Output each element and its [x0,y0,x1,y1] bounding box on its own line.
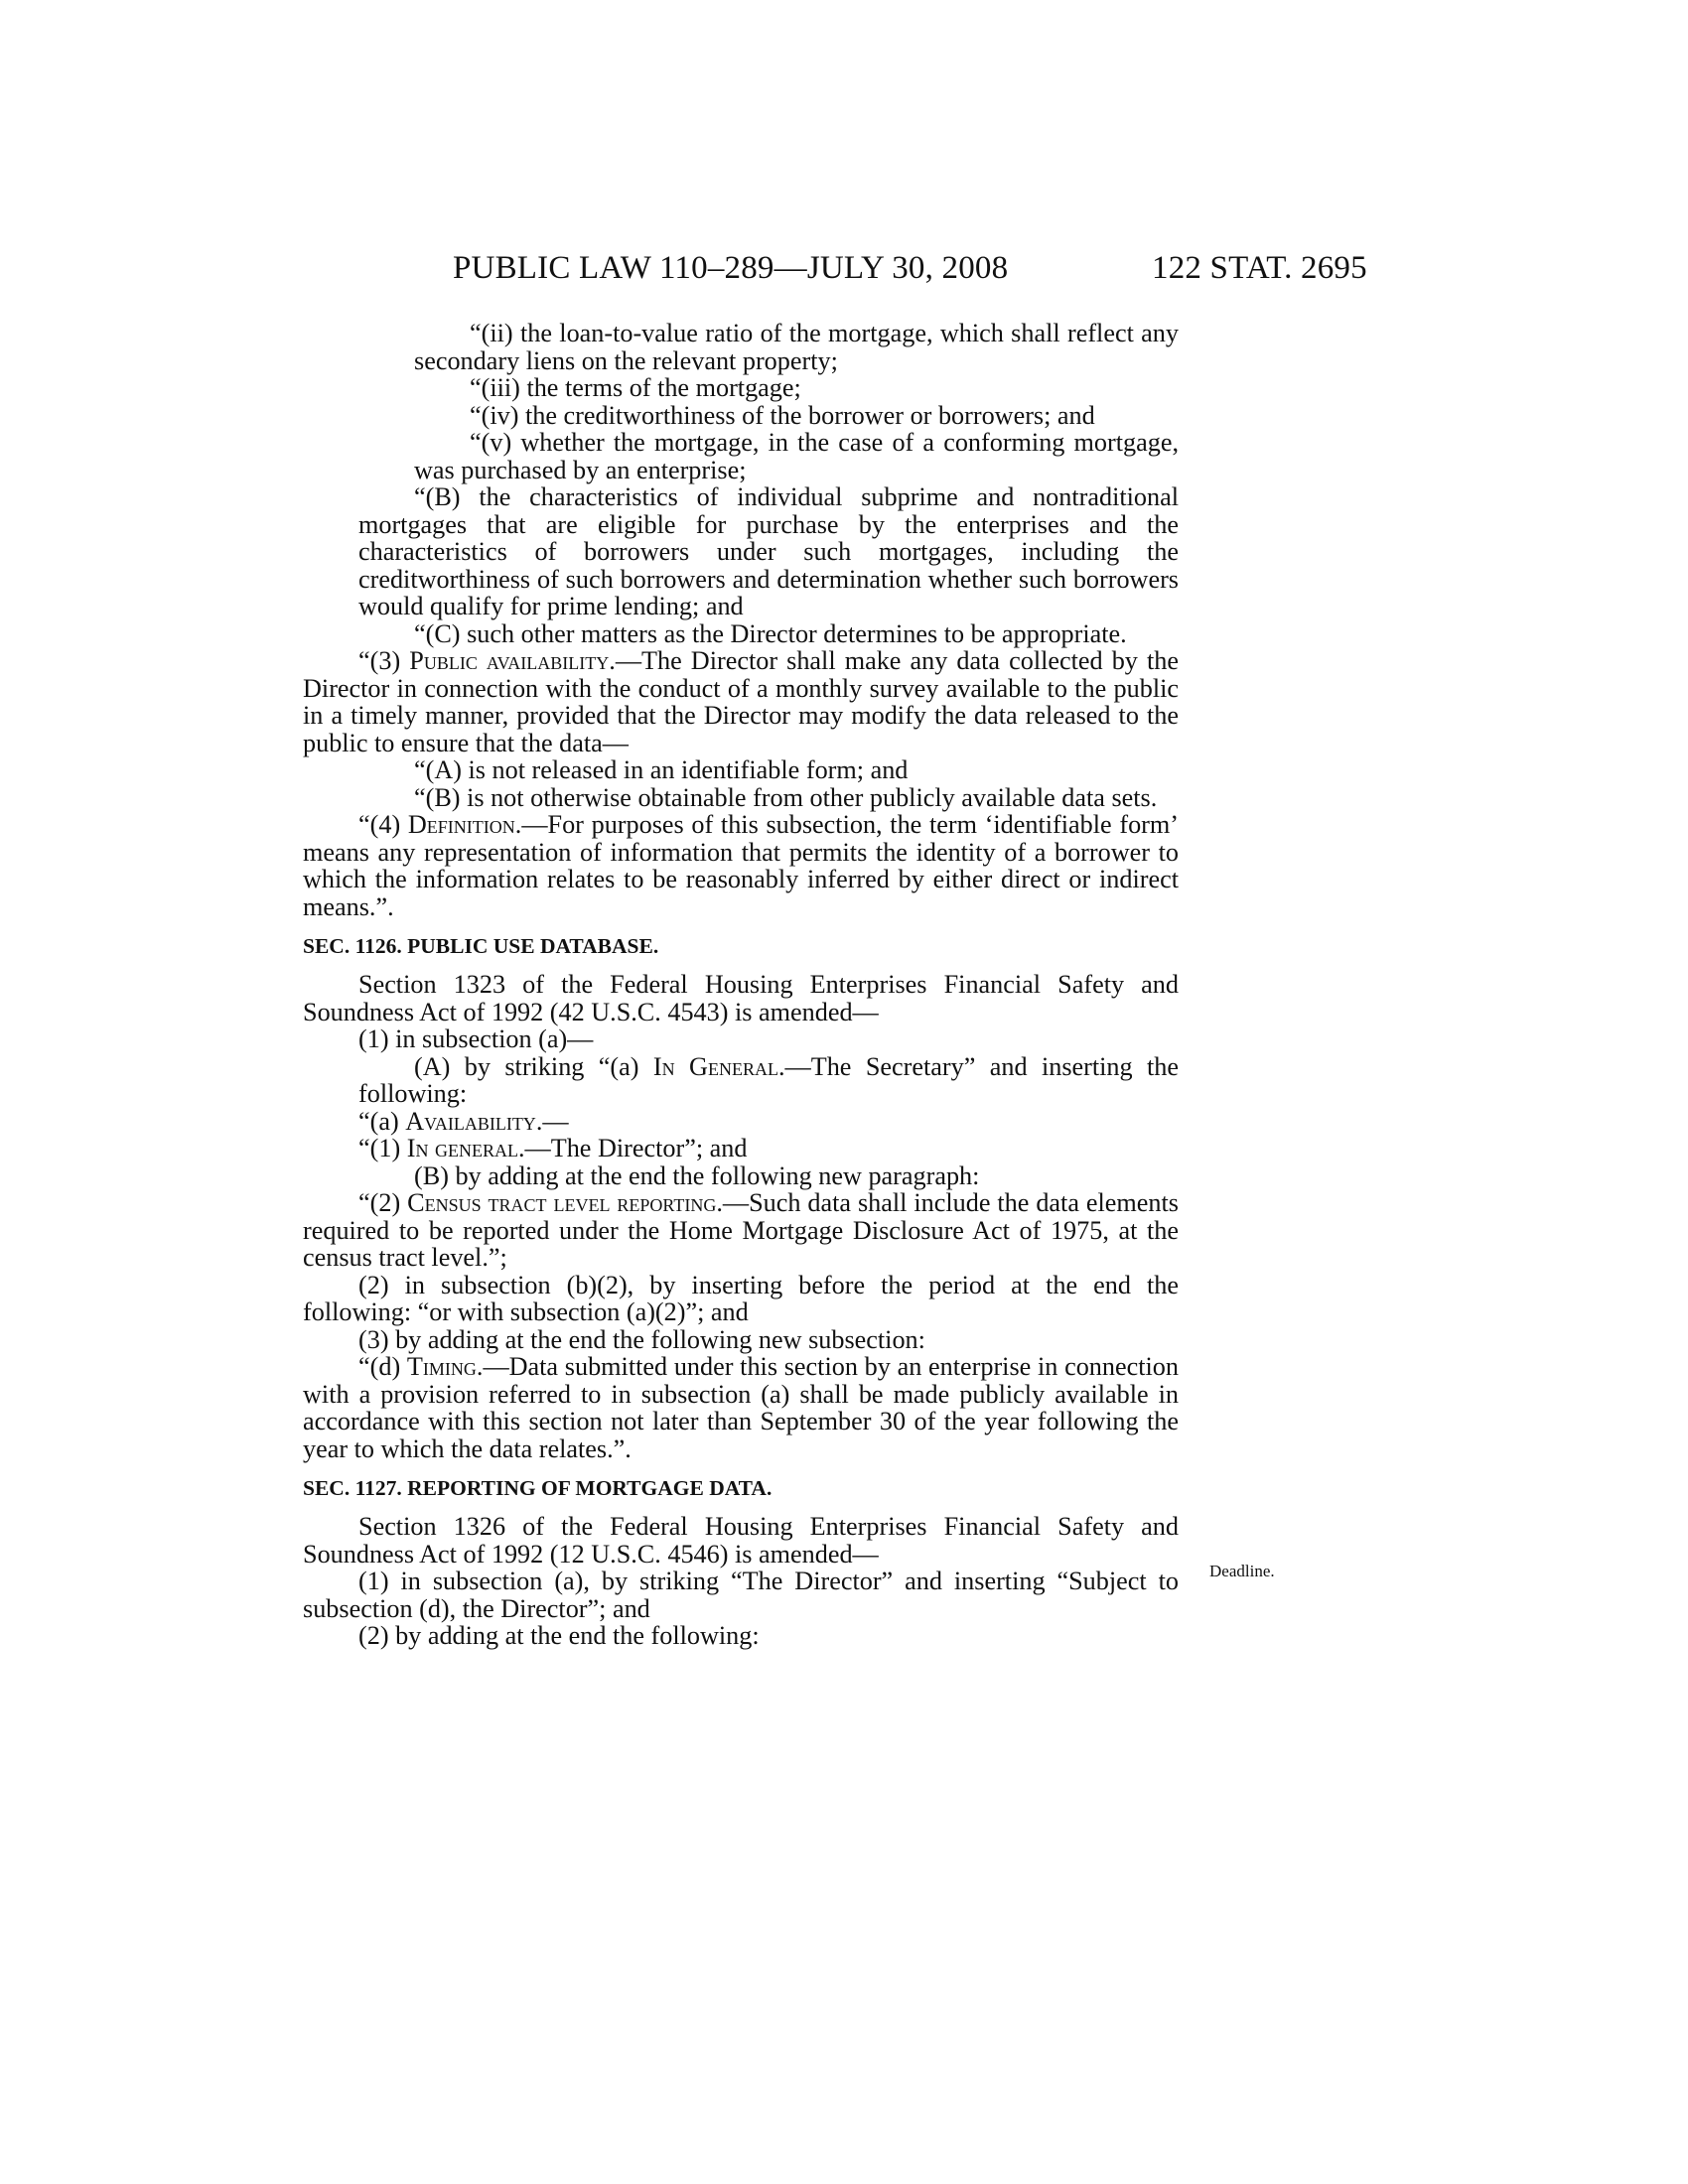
public-law-citation: PUBLIC LAW 110–289—JULY 30, 2008 [453,250,1009,286]
body-paragraph [303,811,1179,920]
paragraph-text: .—The Director”; and [517,1134,748,1162]
body-paragraph [303,1053,1179,1108]
paragraph-designation: “(4) [358,810,408,839]
paragraph-designation: “(3) [358,646,410,675]
body-paragraph: “(B) the characteristics of individual subprime and nontraditional mortgages that are eligible for purchase by the enterprises and the characteristics of borrowers under such mortgages, including the creditworthiness of such borrowers and determination whether such borrowers would qualify for prime lending; and [358,482,1179,620]
body-paragraph: (2) in subsection (b)(2), by inserting before the period at the end the following: “or with subsection (a)(2)”; and [303,1270,1179,1326]
paragraph-heading-small-caps: In General [652,1051,778,1081]
body-paragraph [303,1108,1179,1136]
body-paragraph: “(iii) the terms of the mortgage; [470,373,801,402]
paragraph-text: .— [535,1106,569,1136]
body-paragraph [303,647,1179,756]
paragraph-heading-small-caps: In general [406,1134,518,1162]
body-paragraph: (B) by adding at the end the following new paragraph: [414,1160,980,1190]
paragraph-designation: “(2) [358,1188,408,1217]
paragraph-text: .—The Secretary” and inserting the following: [358,1051,1180,1108]
body-paragraph [303,1135,1179,1162]
paragraph-text: .—For purposes of this subsection, the term ‘identifiable form’ means any representation of information that permits the identity of a borrower to which the information relates to be reasonably inferred by either direct or indirect means.”. [303,810,1179,921]
section-heading: SEC. 1126. PUBLIC USE DATABASE. [303,934,659,958]
body-paragraph: “(iv) the creditworthiness of the borrower or borrowers; and [470,400,1095,430]
body-paragraph: “(v) whether the mortgage, in the case of a conforming mortgage, was purchased by an enterprise; [414,428,1179,484]
body-paragraph: Section 1326 of the Federal Housing Enterprises Financial Safety and Soundness Act of 1992 (12 U.S.C. 4546) is amended— [303,1512,1179,1569]
body-paragraph: “(A) is not released in an identifiable form; and [414,755,909,784]
paragraph-heading-small-caps: Public availability [409,646,610,675]
body-paragraph [303,1189,1179,1272]
body-paragraph: “(C) such other matters as the Director determines to be appropriate. [414,618,1127,648]
body-paragraph: “(B) is not otherwise obtainable from other publicly available data sets. [414,782,1158,812]
body-paragraph: Section 1323 of the Federal Housing Enterprises Financial Safety and Soundness Act of 1992 (42 U.S.C. 4543) is amended— [303,970,1179,1026]
section-heading: SEC. 1127. REPORTING OF MORTGAGE DATA. [303,1476,773,1500]
body-paragraph: (1) in subsection (a), by striking “The Director” and inserting “Subject to subsection (d), the Director”; and [303,1567,1179,1623]
statute-page-number: 122 STAT. 2695 [1152,250,1367,286]
paragraph-text: .—Data submitted under this section by an enterprise in connection with a provision referred to in subsection (a) shall be made publicly available in accordance with this section not later than September 30 of the year following the year to which the data relates.”. [303,1352,1179,1463]
paragraph-designation: “(a) [358,1106,406,1136]
body-paragraph: (1) in subsection (a)— [358,1024,594,1053]
running-header [0,248,1688,288]
paragraph-designation: (A) by striking “(a) [414,1051,653,1081]
paragraph-text: .—Such data shall include the data elements required to be reported under the Home Mortgage Disclosure Act of 1975, at the census tract level.”; [303,1188,1179,1272]
paragraph-heading-small-caps: Census tract level reporting [407,1188,717,1217]
body-paragraph: (2) by adding at the end the following: [358,1621,760,1650]
body-paragraph [303,1353,1179,1462]
paragraph-designation: “(1) [358,1134,407,1162]
body-paragraph: “(ii) the loan-to-value ratio of the mortgage, which shall reflect any secondary liens on the relevant property; [414,319,1179,375]
paragraph-heading-small-caps: Availability [405,1106,536,1136]
paragraph-heading-small-caps: Timing [406,1352,477,1381]
body-paragraph: (3) by adding at the end the following new subsection: [358,1324,925,1354]
paragraph-text: .—The Director shall make any data collected by the Director in connection with the conduct of a monthly survey available to the public in a timely manner, provided that the Director may modify the data released to the public to ensure that the data— [303,646,1179,757]
paragraph-designation: “(d) [358,1352,407,1381]
paragraph-heading-small-caps: Definition [407,810,515,839]
margin-note-deadline: Deadline. [1209,1562,1275,1580]
page-body [303,320,1179,1650]
